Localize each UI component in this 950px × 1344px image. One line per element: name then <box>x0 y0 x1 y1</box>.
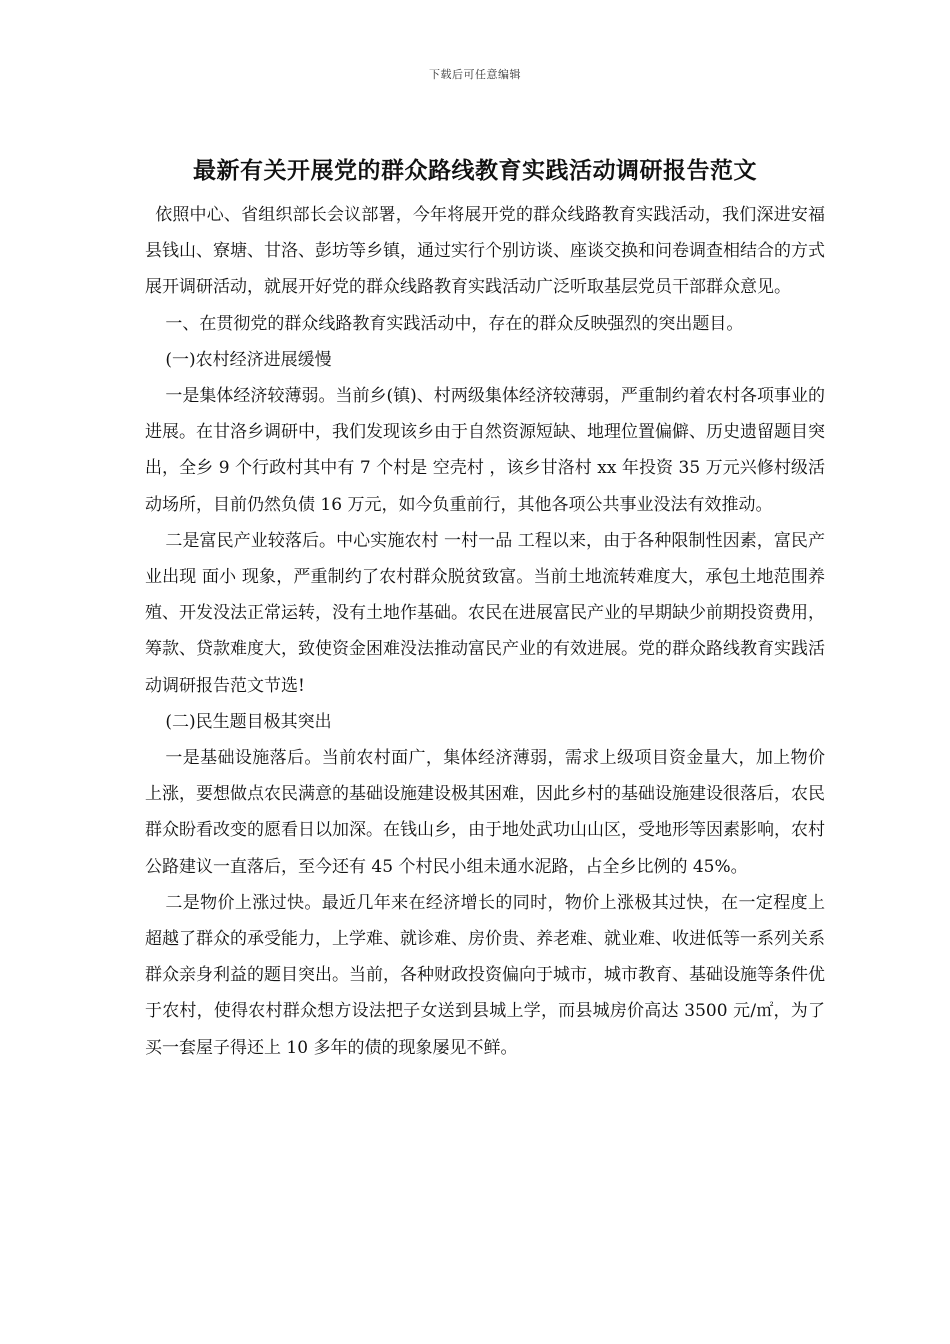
subsection-heading-2: (二)民生题目极其突出 <box>165 711 332 732</box>
paragraph-prices: 二是物价上涨过快。最近几年来在经济增长的同时，物价上涨极其过快，在一定程度上超越了群众的承受能力，上学难、就诊难、房价贵、养老难、就业难、收进低等一系列关系群众亲身利益的题目突出。当前，各种财政投资偏向于城市，城市教育、基础设施等条件优于农村，使得农村群众想方设法把子女送到县城上学，而县城房价高达 3500 元/㎡，为了买一套屋子得还上 10 多年的债的现象屡见不鲜。 <box>145 892 825 1058</box>
document-title: 最新有关开展党的群众路线教育实践活动调研报告范文 <box>193 157 757 184</box>
header-note: 下载后可任意编辑 <box>429 68 521 81</box>
paragraph-collective-economy: 一是集体经济较薄弱。当前乡(镇)、村两级集体经济较薄弱，严重制约着农村各项事业的进展。在甘洛乡调研中，我们发现该乡由于自然资源短缺、地理位置偏僻、历史遗留题目突出，全乡 9 个行政村其中有 7 个村是 空壳村 ，该乡甘洛村 xx 年投资 35 万元兴修村级活动场所，目前仍然负债 16 万元，如今负重前行，其他各项公共事业没法有效推动。 <box>145 386 825 515</box>
document-body <box>145 197 825 1066</box>
paragraph-infrastructure: 一是基础设施落后。当前农村面广，集体经济薄弱，需求上级项目资金量大，加上物价上涨，要想做点农民满意的基础设施建设极其困难，因此乡村的基础设施建设很落后，农民群众盼看改变的愿看日以加深。在钱山乡，由于地处武功山山区，受地形等因素影响，农村公路建议一直落后，至今还有 45 个村民小组未通水泥路，占全乡比例的 45%。 <box>145 748 825 877</box>
paragraph-industry: 二是富民产业较落后。中心实施农村 一村一品 工程以来，由于各种限制性因素，富民产业出现 面小 现象，严重制约了农村群众脱贫致富。当前土地流转难度大，承包土地范围养殖、开发没法正常运转，没有土地作基础。农民在进展富民产业的早期缺少前期投资费用，筹款、贷款难度大，致使资金困难没法推动富民产业的有效进展。党的群众路线教育实践活动调研报告范文节选! <box>145 530 825 696</box>
section-heading-1: 一、在贯彻党的群众线路教育实践活动中，存在的群众反映强烈的突出题目。 <box>165 313 744 334</box>
paragraph-intro: 依照中心、省组织部长会议部署，今年将展开党的群众线路教育实践活动，我们深进安福县钱山、寮塘、甘洛、彭坊等乡镇，通过实行个别访谈、座谈交换和问卷调查相结合的方式展开调研活动，就展开好党的群众线路教育实践活动广泛听取基层党员干部群众意见。 <box>145 205 825 298</box>
subsection-heading-1: (一)农村经济进展缓慢 <box>165 349 332 370</box>
